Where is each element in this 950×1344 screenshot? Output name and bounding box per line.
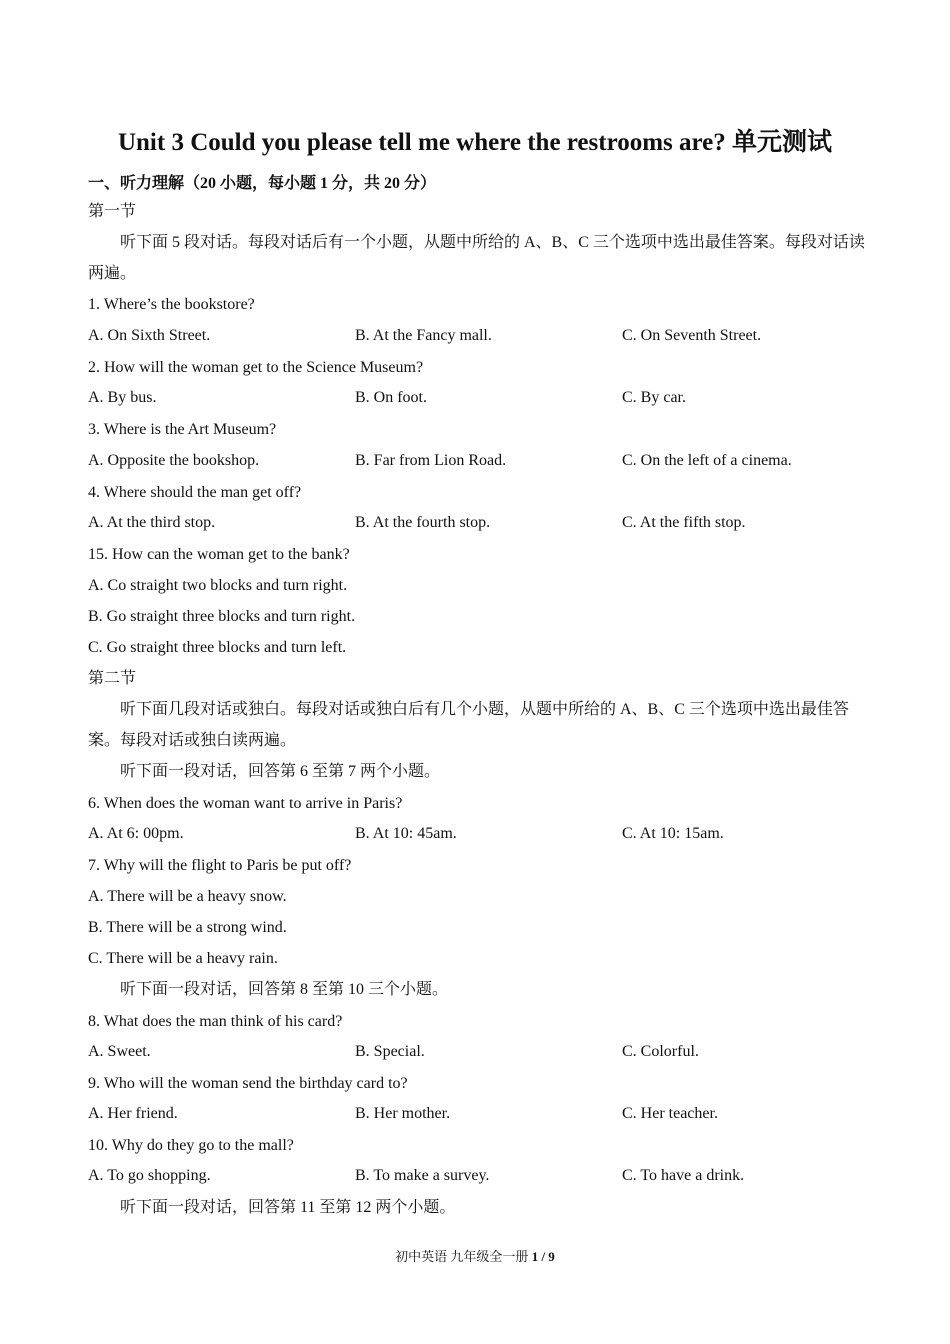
part1-heading: 一、听力理解（20 小题，每小题 1 分，共 20 分） bbox=[88, 175, 437, 192]
question-8-stem: 8. What does the man think of his card? bbox=[88, 1013, 343, 1030]
question-5-option-b: B. Go straight three blocks and turn right. bbox=[88, 608, 356, 625]
question-4-option-c: C. At the fifth stop. bbox=[622, 514, 746, 531]
question-5-option-a: A. Co straight two blocks and turn right. bbox=[88, 577, 348, 594]
question-9-option-b: B. Her mother. bbox=[355, 1105, 451, 1122]
question-3-option-c: C. On the left of a cinema. bbox=[622, 452, 792, 469]
question-6-stem: 6. When does the woman want to arrive in Paris? bbox=[88, 795, 403, 812]
question-1-option-c: C. On Seventh Street. bbox=[622, 327, 762, 344]
section2-instruction: 听下面几段对话或独白。每段对话或独白后有几个小题，从题中所给的 A、B、C 三个选项中选出最佳答案。每段对话或独白读两遍。 bbox=[88, 701, 849, 749]
question-10-option-c: C. To have a drink. bbox=[622, 1167, 745, 1184]
footer-text: 初中英语 九年级全一册 bbox=[395, 1249, 532, 1264]
question-6-option-a: A. At 6: 00pm. bbox=[88, 825, 184, 842]
question-9-option-c: C. Her teacher. bbox=[622, 1105, 718, 1122]
question-6-option-c: C. At 10: 15am. bbox=[622, 825, 724, 842]
question-7-stem: 7. Why will the flight to Paris be put off? bbox=[88, 857, 352, 874]
question-3-option-b: B. Far from Lion Road. bbox=[355, 452, 507, 469]
question-9-stem: 9. Who will the woman send the birthday card to? bbox=[88, 1075, 408, 1092]
question-2-option-b: B. On foot. bbox=[355, 389, 427, 406]
question-3-option-a: A. Opposite the bookshop. bbox=[88, 452, 260, 469]
question-5-option-c: C. Go straight three blocks and turn left. bbox=[88, 639, 347, 656]
question-10-option-a: A. To go shopping. bbox=[88, 1167, 211, 1184]
question-7-option-a: A. There will be a heavy snow. bbox=[88, 888, 287, 905]
question-8-option-c: C. Colorful. bbox=[622, 1043, 699, 1060]
question-7-option-b: B. There will be a strong wind. bbox=[88, 919, 287, 936]
section1-instruction: 听下面 5 段对话。每段对话后有一个小题，从题中所给的 A、B、C 三个选项中选出最佳答案。每段对话读两遍。 bbox=[88, 234, 865, 282]
page-title: Unit 3 Could you please tell me where the restrooms are? 单元测试 bbox=[117, 129, 833, 156]
section1-label: 第一节 bbox=[88, 203, 137, 220]
section2-label: 第二节 bbox=[88, 670, 137, 687]
question-1-option-a: A. On Sixth Street. bbox=[88, 327, 211, 344]
question-1-option-b: B. At the Fancy mall. bbox=[355, 327, 492, 344]
question-4-stem: 4. Where should the man get off? bbox=[88, 484, 302, 501]
question-1-stem: 1. Where’s the bookstore? bbox=[88, 296, 255, 313]
question-5-stem: 15. How can the woman get to the bank? bbox=[88, 546, 350, 563]
page-number: 1 / 9 bbox=[531, 1249, 555, 1264]
question-8-option-a: A. Sweet. bbox=[88, 1043, 151, 1060]
question-2-option-a: A. By bus. bbox=[88, 389, 157, 406]
question-3-stem: 3. Where is the Art Museum? bbox=[88, 421, 277, 438]
question-9-option-a: A. Her friend. bbox=[88, 1105, 178, 1122]
section2-note-1: 听下面一段对话，回答第 6 至第 7 两个小题。 bbox=[120, 763, 441, 780]
question-10-option-b: B. To make a survey. bbox=[355, 1167, 490, 1184]
question-7-option-c: C. There will be a heavy rain. bbox=[88, 950, 278, 967]
question-4-option-a: A. At the third stop. bbox=[88, 514, 216, 531]
question-6-option-b: B. At 10: 45am. bbox=[355, 825, 457, 842]
question-2-option-c: C. By car. bbox=[622, 389, 686, 406]
question-4-option-b: B. At the fourth stop. bbox=[355, 514, 491, 531]
question-2-stem: 2. How will the woman get to the Science Museum? bbox=[88, 359, 424, 376]
question-10-stem: 10. Why do they go to the mall? bbox=[88, 1137, 294, 1154]
page-footer bbox=[0, 1246, 950, 1265]
question-8-option-b: B. Special. bbox=[355, 1043, 425, 1060]
section2-note-2: 听下面一段对话，回答第 8 至第 10 三个小题。 bbox=[120, 981, 449, 998]
section2-note-3: 听下面一段对话，回答第 11 至第 12 两个小题。 bbox=[120, 1199, 456, 1216]
